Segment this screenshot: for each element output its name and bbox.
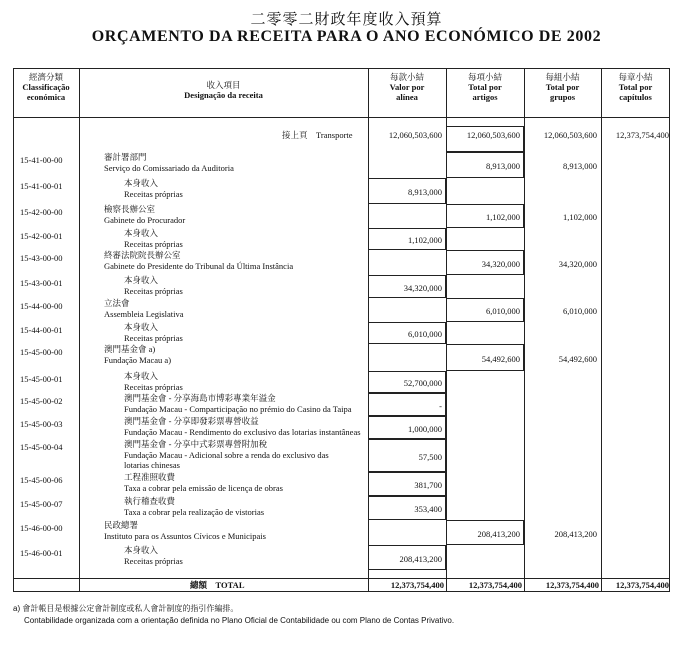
row-code: 15-42-00-00 [20,207,63,217]
row-designation-zh: 澳門基金會 - 分享即發彩票專營收益 [124,416,259,426]
row-code: 15-45-00-07 [20,499,63,509]
row-designation-zh: 本身收入 [124,228,159,238]
row-code: 15-45-00-03 [20,419,63,429]
total-divider [13,578,670,579]
footnote-chinese: a) 會計帳目是根據公定會計制度或私人會計制度的指引作編排。 [13,604,239,613]
row-designation [124,496,366,517]
row-designation-pt: Assembleia Legislativa [104,308,184,319]
row-value-alinea: 1,102,000 [408,235,442,245]
row-designation-zh: 終審法院院長辦公室 [104,250,181,260]
row-designation [104,298,366,319]
footnote-portuguese: Contabilidade organizada com a orientação definida no Plano Oficial de Contabilidade ou com Plano de Contas Privativo. [24,616,455,625]
row-value-alinea: 34,320,000 [403,283,442,293]
row-designation [124,439,366,471]
row-designation [124,371,366,392]
row-designation-pt: Receitas próprias [124,332,183,343]
row-designation-pt: Receitas próprias [124,238,183,249]
page-title-portuguese: ORÇAMENTO DA RECEITA PARA O ANO ECONÓMICO DE 2002 [91,28,602,45]
row-designation-pt: Receitas próprias [124,285,183,296]
row-code: 15-41-00-01 [20,181,63,191]
row-code: 15-45-00-00 [20,347,63,357]
column-divider [79,68,80,592]
row-value-alinea: 8,913,000 [408,187,442,197]
header-alinea: 每款小結 Valor por alínea [389,72,425,102]
row-value-alinea: 57,500 [418,452,442,462]
row-designation [124,228,366,249]
row-designation-pt: Gabinete do Procurador [104,214,186,225]
row-designation-pt: Taxa a cobrar pela realização de vistorias [124,506,265,517]
row-value-alinea: 381,700 [414,480,442,490]
row-value-grupos: 8,913,000 [563,161,597,171]
row-code: 15-41-00-00 [20,155,63,165]
row-value-grupos: 208,413,200 [554,529,597,539]
row-value-alinea: 353,400 [414,504,442,514]
row-designation-pt: Instituto para os Assuntos Cívicos e Municipais [104,530,266,541]
row-code: 15-45-00-06 [20,475,63,485]
row-designation [124,393,366,414]
row-designation-pt: Receitas próprias [124,381,183,392]
row-designation-pt: Taxa a cobrar pela emissão de licença de obras [124,482,283,493]
row-code: 15-45-00-02 [20,396,63,406]
row-code: 15-43-00-00 [20,253,63,263]
row-code: 15-45-00-01 [20,374,63,384]
row-designation-zh: 澳門基金會 a) [104,344,156,354]
total-v2: 12,373,754,400 [468,580,522,590]
row-designation-zh: 本身收入 [124,275,159,285]
total-label: 總額 TOTAL [190,580,245,590]
row-designation-zh: 澳門基金會 - 分享中式彩票專營附加稅 [124,439,268,449]
row-designation-zh: 立法會 [104,298,130,308]
header-capitulos: 每章小結 Total por capítulos [618,72,653,102]
row-value-alinea: 6,010,000 [408,329,442,339]
row-designation [124,416,366,437]
row-designation-zh: 本身收入 [124,545,159,555]
row-designation-zh: 檢察長辦公室 [104,204,156,214]
row-code: 15-46-00-01 [20,548,63,558]
total-v3: 12,373,754,400 [545,580,599,590]
row-designation-zh: 工程准照收費 [124,472,176,482]
row-value-grupos: 54,492,600 [558,354,597,364]
row-designation-zh: 執行稽查收費 [124,496,176,506]
row-value-grupos: 6,010,000 [563,306,597,316]
row-designation [104,204,366,225]
row-designation-zh: 本身收入 [124,371,159,381]
header-artigos: 每項小結 Total por artigos [467,72,502,102]
transport-v2: 12,060,503,600 [466,130,520,140]
column-divider [524,68,525,592]
column-divider [601,68,602,592]
row-designation [104,152,366,173]
row-value-alinea: 208,413,200 [399,554,442,564]
row-designation-pt: Fundação Macau - Comparticipação no prémio do Casino da Taipa [124,403,352,414]
row-value-grupos: 34,320,000 [558,259,597,269]
row-designation [124,178,366,199]
row-code: 15-42-00-01 [20,231,63,241]
row-value-artigos: 34,320,000 [481,259,520,269]
row-designation-pt: Serviço do Comissariado da Auditoria [104,162,234,173]
header-designation: 收入項目 Designação da receita [184,80,263,100]
transport-label: 接上頁 Transporte [282,130,353,140]
row-value-alinea: 52,700,000 [403,378,442,388]
row-designation-zh: 審計署部門 [104,152,147,162]
header-divider [13,117,670,118]
page-title-chinese: 二零零二財政年度收入預算 [250,10,443,28]
header-classification: 經濟分類 Classificação económica [22,72,70,102]
row-designation-pt: Fundação Macau a) [104,354,172,365]
row-designation-pt: Receitas próprias [124,188,183,199]
row-value-artigos: 1,102,000 [486,212,520,222]
row-code: 15-44-00-01 [20,325,63,335]
row-designation [124,545,366,566]
row-designation [104,520,366,541]
row-designation-zh: 本身收入 [124,178,159,188]
row-designation [104,250,366,271]
row-value-artigos: 54,492,600 [481,354,520,364]
transport-v4: 12,373,754,400 [615,130,669,140]
row-value-artigos: 6,010,000 [486,306,520,316]
total-v4: 12,373,754,400 [615,580,669,590]
row-designation-zh: 澳門基金會 - 分享海島市博彩專業年溢金 [124,393,276,403]
row-value-alinea: 1,000,000 [408,424,442,434]
row-designation [124,322,366,343]
row-value-alinea: - [439,401,442,411]
row-value-artigos: 8,913,000 [486,161,520,171]
row-designation-pt-cont: lotarias chinesas [124,460,180,470]
row-designation [124,472,366,493]
row-designation-zh: 民政總署 [104,520,139,530]
row-code: 15-45-00-04 [20,442,63,452]
row-designation-pt: Fundação Macau - Adicional sobre a renda do exclusivo das [124,449,329,460]
row-designation [124,275,366,296]
row-designation [104,344,366,365]
total-v1: 12,373,754,400 [390,580,444,590]
row-designation-pt: Receitas próprias [124,555,183,566]
row-code: 15-46-00-00 [20,523,63,533]
transport-v1: 12,060,503,600 [388,130,442,140]
row-code: 15-44-00-00 [20,301,63,311]
row-code: 15-43-00-01 [20,278,63,288]
row-value-grupos: 1,102,000 [563,212,597,222]
row-designation-pt: Gabinete do Presidente do Tribunal da Última Instância [104,260,294,271]
header-grupos: 每組小結 Total por grupos [545,72,580,102]
row-designation-zh: 本身收入 [124,322,159,332]
transport-v3: 12,060,503,600 [543,130,597,140]
row-designation-pt: Fundação Macau - Rendimento do exclusivo das lotarias instantâneas [124,426,361,437]
row-value-artigos: 208,413,200 [477,529,520,539]
